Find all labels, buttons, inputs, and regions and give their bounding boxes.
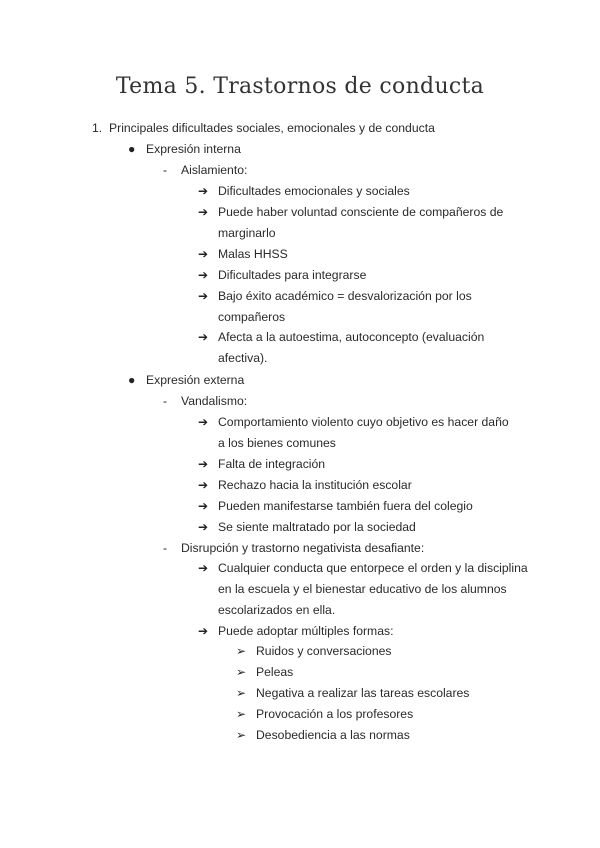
list-item: ➔ Se siente maltratado por la sociedad <box>198 517 416 538</box>
dash-icon: - <box>163 163 168 177</box>
list-item: ➔ Rechazo hacia la institución escolar <box>198 475 412 496</box>
dash-icon: - <box>163 394 168 408</box>
triangle-arrow-icon: ➢ <box>236 644 247 658</box>
list-item: ➢ Ruidos y conversaciones <box>236 641 392 662</box>
list-item: ➔ Dificultades para integrarse <box>198 265 366 286</box>
list-item: ● Expresión interna <box>128 139 241 160</box>
arrow-icon: ➔ <box>198 478 209 492</box>
triangle-arrow-icon: ➢ <box>236 707 247 721</box>
arrow-icon: ➔ <box>198 624 209 638</box>
bullet-icon: ● <box>128 142 136 156</box>
list-item: ● Expresión externa <box>128 370 244 391</box>
triangle-arrow-icon: ➢ <box>236 686 247 700</box>
arrow-icon: ➔ <box>198 184 209 198</box>
arrow-icon: ➔ <box>198 268 209 282</box>
list-item: ➔ Afecta a la autoestima, autoconcepto (evaluación afectiva). <box>198 327 508 369</box>
list-item: ➔ Dificultades emocionales y sociales <box>198 181 410 202</box>
list-item: - Vandalismo: <box>163 391 247 412</box>
arrow-icon: ➔ <box>198 415 209 429</box>
list-item: ➢ Provocación a los profesores <box>236 704 413 725</box>
arrow-icon: ➔ <box>198 561 209 575</box>
triangle-arrow-icon: ➢ <box>236 728 247 742</box>
arrow-icon: ➔ <box>198 520 209 534</box>
section-heading-text: Principales dificultades sociales, emocionales y de conducta <box>109 121 435 135</box>
section-number: 1. <box>92 121 103 135</box>
list-item: ➔ Puede haber voluntad consciente de compañeros de marginarlo <box>198 202 508 244</box>
arrow-icon: ➔ <box>198 457 209 471</box>
arrow-icon: ➔ <box>198 247 209 261</box>
list-item: ➔ Puede adoptar múltiples formas: <box>198 621 393 642</box>
list-item: ➢ Desobediencia a las normas <box>236 725 410 746</box>
triangle-arrow-icon: ➢ <box>236 665 247 679</box>
list-item: ➢ Peleas <box>236 662 293 683</box>
list-item: - Aislamiento: <box>163 160 247 181</box>
list-item: ➔ Falta de integración <box>198 454 325 475</box>
dash-icon: - <box>163 541 168 555</box>
list-item: ➔ Comportamiento violento cuyo objetivo es hacer daño a los bienes comunes <box>198 412 518 454</box>
list-item: ➔ Cualquier conducta que entorpece el orden y la disciplina en la escuela y el bienestar educativo de los alumnos escolarizados en ella. <box>198 558 528 621</box>
list-item: ➔ Malas HHSS <box>198 244 288 265</box>
page-title: Tema 5. Trastornos de conducta <box>115 74 485 99</box>
arrow-icon: ➔ <box>198 289 209 303</box>
arrow-icon: ➔ <box>198 205 209 219</box>
arrow-icon: ➔ <box>198 330 209 344</box>
bullet-icon: ● <box>128 373 136 387</box>
arrow-icon: ➔ <box>198 499 209 513</box>
list-item: - Disrupción y trastorno negativista desafiante: <box>163 538 424 559</box>
list-item: ➢ Negativa a realizar las tareas escolares <box>236 683 469 704</box>
section-heading <box>92 118 435 139</box>
list-item: ➔ Bajo éxito académico = desvalorización por los compañeros <box>198 286 508 328</box>
list-item: ➔ Pueden manifestarse también fuera del colegio <box>198 496 473 517</box>
